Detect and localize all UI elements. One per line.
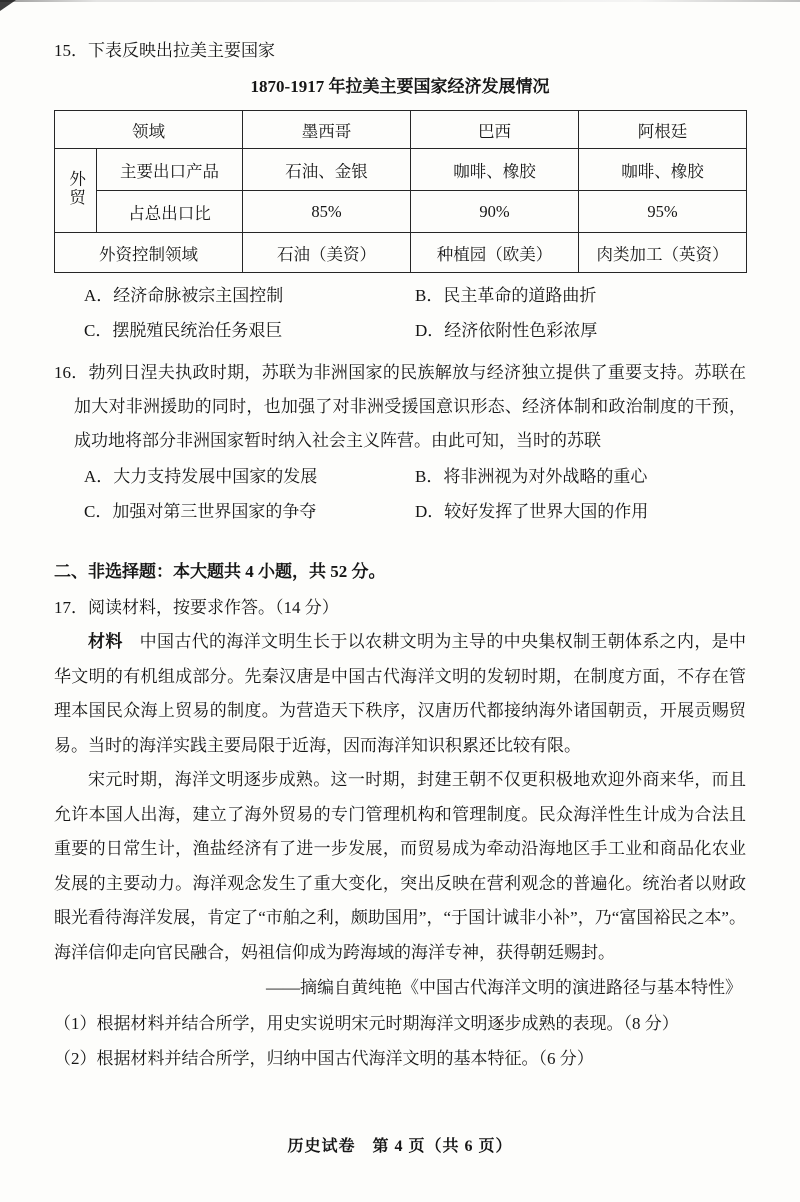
q15-option-b: B．民主革命的道路曲折 (415, 286, 597, 305)
data-cell: 石油（美资） (243, 233, 411, 273)
header-cell-brazil: 巴西 (411, 111, 579, 149)
data-cell: 90% (411, 191, 579, 233)
data-cell: 石油、金银 (243, 149, 411, 191)
row-label-cell: 占总出口比 (97, 191, 243, 233)
table-row-export-share (55, 191, 747, 233)
header-cell-argentina: 阿根廷 (579, 111, 747, 149)
data-cell: 肉类加工（英资） (579, 233, 747, 273)
question-17-number: 17． (54, 598, 88, 617)
q16-option-c: C．加强对第三世界国家的争夺 (84, 501, 317, 521)
material-paragraph-2: 宋元时期，海洋文明逐步成熟。这一时期，封建王朝不仅更积极地欢迎外商来华，而且允许本国人出海，建立了海外贸易的专门管理机构和管理制度。民众海洋性生计成为合法且重要的日常生计，渔盐经济有了进一步发展，而贸易成为牵动沿海地区手工业和商品化农业发展的主要动力。海洋观念发生了重大变化，突出反映在营利观念的普遍化。统治者以财政眼光看待海洋发展，肯定了“市舶之利，颇助国用”，“于国计诚非小补”，乃“富国裕民之本”。海洋信仰走向官民融合，妈祖信仰成为跨海域的海洋专神，获得朝廷赐封。 (54, 770, 746, 962)
section-2-heading: 二、非选择题：本大题共 4 小题，共 52 分。 (54, 562, 386, 581)
q15-option-d: D．经济依附性色彩浓厚 (415, 320, 598, 340)
scan-artifact-top-edge (0, 0, 800, 2)
data-cell: 种植园（欧美） (411, 233, 579, 273)
data-cell: 95% (579, 191, 747, 233)
material-paragraph-1-text: 中国古代的海洋文明生长于以农耕文明为主导的中央集权制王朝体系之内，是中华文明的有机组成部分。先秦汉唐是中国古代海洋文明的发轫时期，在制度方面，不存在管理本国民众海上贸易的制度。为营造天下秩序，汉唐历代都接纳海外诸国朝贡，开展贡赐贸易。当时的海洋实践主要局限于近海，因而海洋知识积累还比较有限。 (54, 632, 747, 755)
q15-option-a: A．经济命脉被宗主国控制 (84, 286, 284, 305)
question-17-sub-2: （2）根据材料并结合所学，归纳中国古代海洋文明的基本特征。（6 分） (54, 1049, 594, 1068)
q15-option-c: C．摆脱殖民统治任务艰巨 (84, 320, 283, 340)
data-cell: 85% (243, 191, 411, 233)
table-row-foreign-capital (55, 233, 747, 273)
row-group-cell (55, 149, 97, 233)
data-cell: 咖啡、橡胶 (579, 149, 747, 191)
header-cell-mexico: 墨西哥 (243, 111, 411, 149)
q16-option-a: A．大力支持发展中国家的发展 (84, 467, 318, 486)
table-header-row (55, 111, 747, 149)
material-source: ——摘编自黄纯艳《中国古代海洋文明的演进路径与基本特性》 (266, 978, 742, 997)
question-16-stem (54, 356, 746, 458)
question-15-number: 15． (54, 41, 88, 60)
page-footer: 历史试卷 第 4 页（共 6 页） (287, 1138, 513, 1155)
data-cell: 咖啡、橡胶 (411, 149, 579, 191)
q16-option-d: D．较好发挥了世界大国的作用 (415, 501, 649, 521)
question-17-stem (54, 591, 746, 625)
table-row-export-products (55, 149, 747, 191)
material-label: 材料 (88, 632, 123, 651)
question-17-text: 阅读材料，按要求作答。（14 分） (88, 598, 339, 617)
table-title: 1870-1917 年拉美主要国家经济发展情况 (250, 77, 550, 96)
question-15-text: 下表反映出拉美主要国家 (88, 41, 275, 60)
header-cell-field: 领域 (55, 111, 243, 149)
row-label-cell: 主要出口产品 (97, 149, 243, 191)
group-label-foreign-trade: 外贸 (66, 169, 86, 207)
q16-option-b: B．将非洲视为对外战略的重心 (415, 467, 648, 486)
question-17-sub-1: （1）根据材料并结合所学，用史实说明宋元时期海洋文明逐步成熟的表现。（8 分） (54, 1014, 679, 1033)
question-15-stem (54, 34, 746, 68)
question-16-number: 16． (54, 363, 89, 382)
economy-table (54, 110, 747, 273)
material-paragraph-1 (54, 625, 746, 763)
row-label-cell: 外资控制领域 (55, 233, 243, 273)
question-16-text: 勃列日涅夫执政时期，苏联为非洲国家的民族解放与经济独立提供了重要支持。苏联在加大对非洲援助的同时，也加强了对非洲受援国意识形态、经济体制和政治制度的干预，成功地将部分非洲国家暂时纳入社会主义阵营。由此可知，当时的苏联 (74, 363, 747, 450)
question-15-options (54, 279, 746, 348)
question-16-options (54, 460, 746, 529)
